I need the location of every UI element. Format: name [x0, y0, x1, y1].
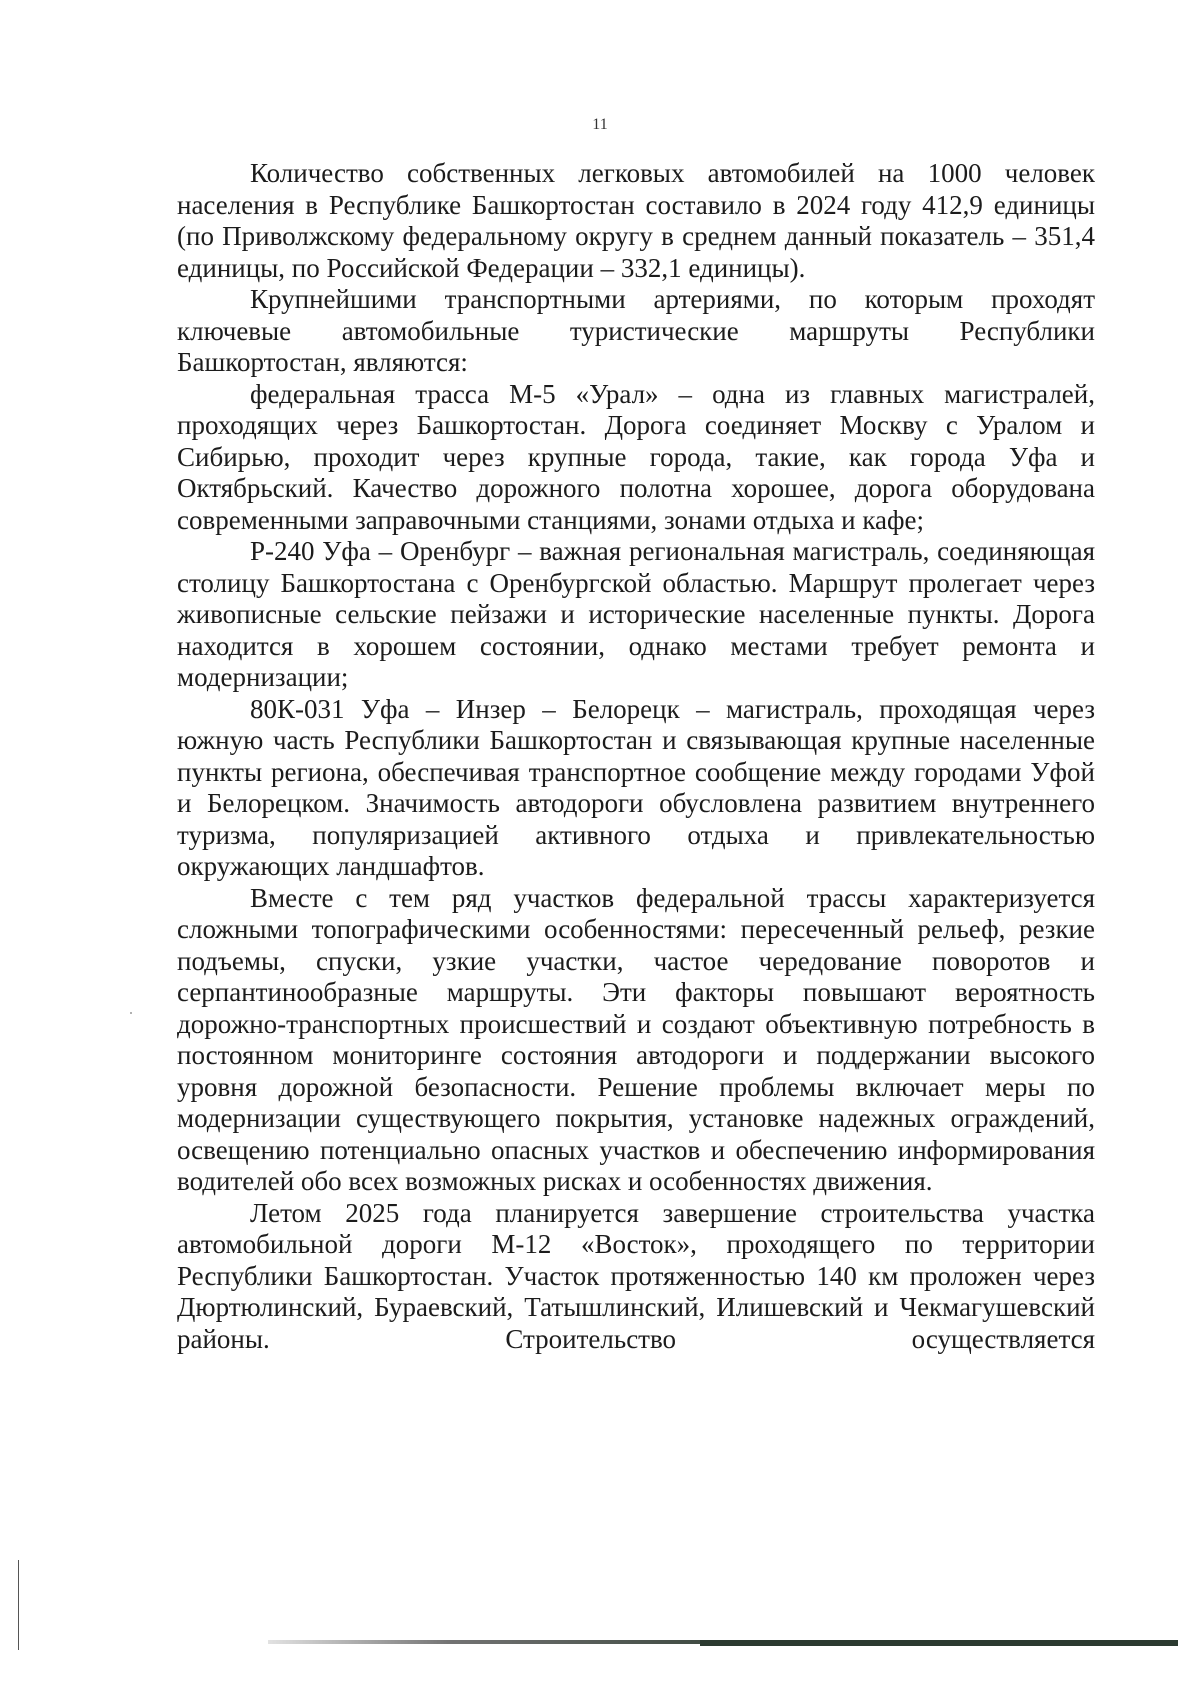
- paragraph-car-ownership: Количество собственных легковых автомобилей на 1000 человек населения в Республике Башкортостан составило в 2024 году 412,9 единицы (по Приволжскому федеральному округу в среднем данный показатель – 351,4 единицы, по Российской Федерации – 332,1 единицы).: [177, 158, 1095, 283]
- paragraph-m5-ural: федеральная трасса М-5 «Урал» – одна из главных магистралей, проходящих через Башкортостан. Дорога соединяет Москву с Уралом и Сибирью, проходит через крупные города, такие, как города Уфа и Октябрьский. Качество дорожного полотна хорошее, дорога оборудована современными заправочными станциями, зонами отдыха и кафе;: [177, 378, 1095, 535]
- paragraph-m12-vostok: Летом 2025 года планируется завершение строительства участка автомобильной дороги М-12 «Восток», проходящего по территории Республики Башкортостан. Участок протяженностью 140 км проложен через Дюртюлинский, Бураевский, Татышлинский, Илишевский и Чекмагушевский районы. Строительство осуществляется: [177, 1197, 1095, 1354]
- paragraph-transport-arteries: Крупнейшими транспортными артериями, по которым проходят ключевые автомобильные туристические маршруты Республики Башкортостан, являются:: [177, 284, 1095, 377]
- scan-left-edge-line: [18, 1560, 19, 1650]
- paragraph-r240: Р-240 Уфа – Оренбург – важная региональная магистраль, соединяющая столицу Башкортостана с Оренбургской областью. Маршрут пролегает через живописные сельские пейзажи и исторические населенные пункты. Дорога находится в хорошем состоянии, однако местами требует ремонта и модернизации;: [177, 536, 1095, 692]
- document-body: [177, 158, 1095, 1355]
- paragraph-80k031: 80К-031 Уфа – Инзер – Белорецк – магистраль, проходящая через южную часть Республики Башкортостан и связывающая крупные населенные пункты региона, обеспечивая транспортное сообщение между городами Уфой и Белорецком. Значимость автодороги обусловлена развитием внутреннего туризма, популяризацией активного отдыха и привлекательностью окружающих ландшафтов.: [177, 693, 1095, 881]
- scan-bottom-rule-dark: [700, 1640, 1178, 1646]
- page-number: 11: [592, 116, 608, 133]
- scan-speck: [130, 1012, 132, 1014]
- paragraph-topography: Вместе с тем ряд участков федеральной трассы характеризуется сложными топографическими особенностями: пересеченный рельеф, резкие подъемы, спуски, узкие участки, частое чередование поворотов и серпантинообразные маршруты. Эти факторы повышают вероятность дорожно-транспортных происшествий и создают объективную потребность в постоянном мониторинге состояния автодороги и поддержании высокого уровня дорожной безопасности. Решение проблемы включает меры по модернизации существующего покрытия, установке надежных ограждений, освещению потенциально опасных участков и обеспечению информирования водителей обо всех возможных рисках и особенностях движения.: [177, 882, 1095, 1196]
